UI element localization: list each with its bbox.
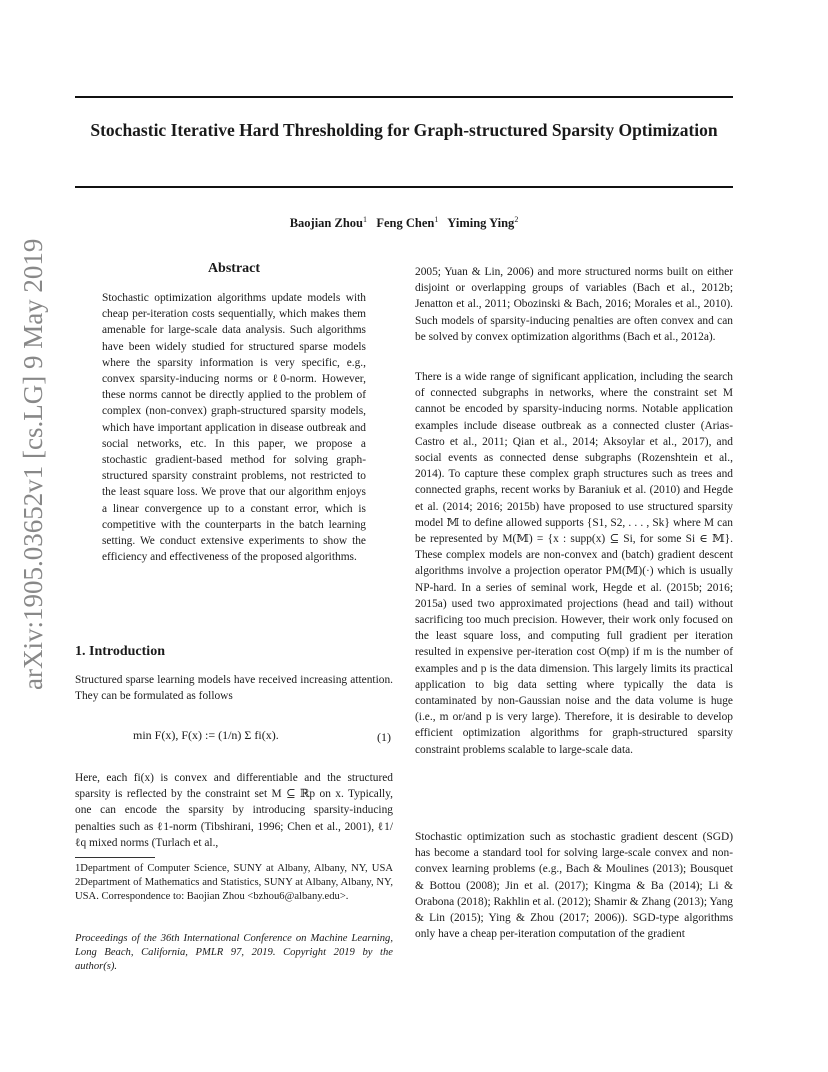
equation-block (75, 722, 393, 774)
body-paragraph: 2005; Yuan & Lin, 2006) and more structured norms built on either disjoint or overlapping groups of variables (Bach et al., 2012b; Jenatton et al., 2011; Obozinski & Bach, 2016; Morales et al., 2010). Such models of sparsity-inducing penalties are often convex and can be solved by convex optimization algorithms (Bach et al., 2012a). (415, 266, 733, 343)
author-list (75, 215, 733, 231)
footnote-affiliations: 1Department of Computer Science, SUNY at Albany, Albany, NY, USA 2Department of Mathematics and Statistics, SUNY at Albany, Albany, NY, USA. Correspondence to: Baojian Zhou <bzhou6@albany.edu>. (75, 863, 393, 902)
body-paragraph: There is a wide range of significant application, including the search of connected subgraphs in networks, where the constraint set M cannot be encoded by sparsity-inducing norms. Notable application examples include disease outbreak as a connected cluster (Arias-Castro et al., 2011; Qian et al., 2014; Aksoylar et al., 2017), and social events as connected dense subgraphs (Rozenshtein et al., 2014). To capture these complex graph structures such as trees and connected graphs, recent works by Baraniuk et al. (2010) and Hegde et al. (2014; 2016; 2015b) have proposed to use structured sparsity model 𝕄 to define allowed supports {S1, S2, . . . , Sk} where M can be represented by M(𝕄) = {x : supp(x) ⊆ Si, for some Si ∈ 𝕄}. These complex models are non-convex and (batch) gradient descent algorithms involve a projection operator PM(𝕄)(·) which is usually NP-hard. In a series of seminal work, Hegde et al. (2015b; 2016; 2015a) used two approximated projections (head and tail) without sacrificing too much precision. However, their work only focused on the least square loss, and computing full gradient per iteration resulted in expensive per-iteration cost O(mp) if m is the number of examples and p is the data dimension. This largely limits its practical application to big data setting where typically the data is contaminated by non-Gaussian noise and the data volume is huge (i.e., m or/and p is very large). Therefore, it is desirable to develop efficient optimization algorithms for graph-structured sparsity constraint problems scalable to large-scale data. (415, 371, 733, 756)
abstract-heading: Abstract (207, 261, 261, 276)
abstract-text: Stochastic optimization algorithms update models with cheap per-iteration costs sequentially, which makes them amenable for large-scale data analysis. Such algorithms have been widely studied for structured sparse models where the sparsity information is very specific, e.g., convex sparsity-inducing norms or ℓ0-norm. However, these norms cannot be directly applied to the problem of complex (non-convex) graph-structured sparsity models, which have important application in disease outbreak and social networks, etc. In this paper, we propose a stochastic gradient-based method for solving graph-structured sparsity constraint problems, not restricted to the least square loss. We prove that our algorithm enjoys a linear convergence up to a constant error, which is competitive with the counterparts in the batch learning setting. We conduct extensive experiments to show the efficiency and effectiveness of the proposed algorithms. (102, 292, 366, 564)
intro-paragraph: Structured sparse learning models have received increasing attention. They can be formulated as follows (75, 674, 393, 703)
title-bottom-rule (75, 186, 733, 188)
author-name: Feng Chen (376, 216, 435, 231)
author-name: Yiming Ying (447, 216, 515, 231)
author-affiliation: 1 (362, 215, 367, 224)
author-affiliation: 1 (434, 215, 439, 224)
body-paragraph: Stochastic optimization such as stochastic gradient descent (SGD) has become a standard tool for solving large-scale convex and non-convex learning problems (e.g., Bach & Moulines (2013); Bousquet & Bottou (2008); Jin et al. (2017); Kingma & Ba (2014); Li & Orabona (2018); Rakhlin et al. (2012); Shamir & Zhang (2013); Yang & Lin (2015); Ying & Zhou (2017; 2006)). SGD-type algorithms only have a cheap per-iteration computation of the gradient (415, 831, 733, 941)
author-affiliation: 2 (514, 215, 519, 224)
top-rule (75, 96, 733, 98)
equation: min F(x), F(x) := (1/n) Σ fi(x). (133, 728, 279, 742)
equation-number: (1) (377, 730, 391, 744)
footnote-rule (75, 857, 155, 858)
proceedings-note: Proceedings of the 36th International Conference on Machine Learning, Long Beach, California, PMLR 97, 2019. Copyright 2019 by the author(s). (75, 933, 393, 972)
author-name: Baojian Zhou (289, 216, 363, 231)
intro-paragraph: Here, each fi(x) is convex and differentiable and the structured sparsity is reflected by the constraint set M ⊆ ℝp on x. Typically, one can encode the sparsity by introducing sparsity-inducing penalties such as ℓ1-norm (Tibshirani, 1996; Chen et al., 2001), ℓ1/ℓq mixed norms (Turlach et al., (75, 772, 393, 849)
paper-title: Stochastic Iterative Hard Thresholding for Graph-structured Sparsity Optimization (90, 120, 718, 140)
arxiv-stamp: arXiv:1905.03652v1 [cs.LG] 9 May 2019 (18, 238, 48, 690)
section-heading: 1. Introduction (75, 644, 165, 659)
